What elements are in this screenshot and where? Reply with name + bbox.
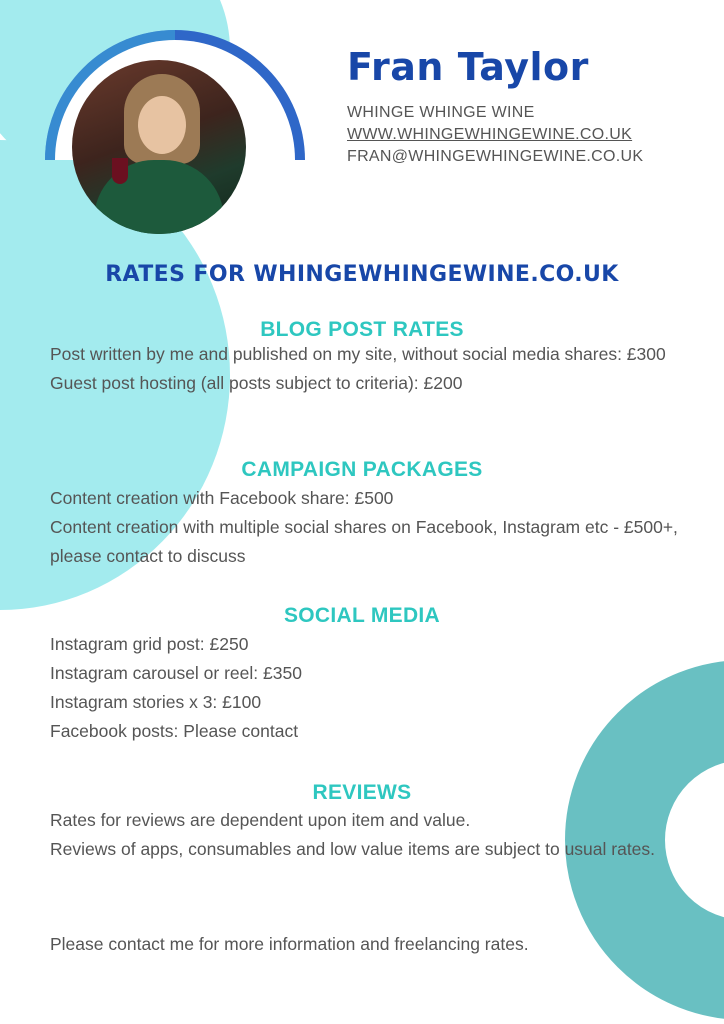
photo-face (138, 96, 186, 154)
site-name: WHINGE WHINGE WINE (347, 104, 535, 121)
profile-name: Fran Taylor (347, 45, 589, 89)
section-heading-social: SOCIAL MEDIA (283, 604, 441, 627)
rate-line: Instagram carousel or reel: £350 (50, 663, 302, 683)
rates-title: RATES FOR WHINGEWHINGEWINE.CO.UK (105, 262, 619, 287)
section-heading-campaign: CAMPAIGN PACKAGES (241, 458, 483, 481)
section-body-reviews (50, 806, 700, 864)
profile-photo (72, 60, 246, 234)
closing-note (50, 930, 700, 959)
rate-line: Instagram stories x 3: £100 (50, 692, 262, 712)
email-address[interactable]: FRAN@WHINGEWHINGEWINE.CO.UK (347, 148, 644, 165)
website-link[interactable]: WWW.WHINGEWHINGEWINE.CO.UK (347, 126, 633, 143)
section-body-campaign (50, 484, 700, 571)
rate-line: Content creation with Facebook share: £500 (50, 488, 394, 508)
wine-glass-icon (112, 158, 128, 184)
rate-line: Rates for reviews are dependent upon item and value. (50, 810, 471, 830)
rate-line: Facebook posts: Please contact (50, 721, 299, 741)
section-heading-reviews: REVIEWS (312, 781, 412, 804)
closing-text: Please contact me for more information and freelancing rates. (50, 934, 529, 954)
rate-line: Post written by me and published on my site, without social media shares: £300 (50, 344, 666, 364)
rate-line: Reviews of apps, consumables and low value items are subject to usual rates. (50, 839, 656, 859)
rate-line: Content creation with multiple social shares on Facebook, Instagram etc - £500+, please contact to discuss (50, 517, 678, 566)
section-heading-blog: BLOG POST RATES (260, 318, 464, 341)
rate-line: Instagram grid post: £250 (50, 634, 249, 654)
rate-line: Guest post hosting (all posts subject to criteria): £200 (50, 373, 463, 393)
section-body-social (50, 630, 700, 746)
section-body-blog (50, 340, 700, 398)
